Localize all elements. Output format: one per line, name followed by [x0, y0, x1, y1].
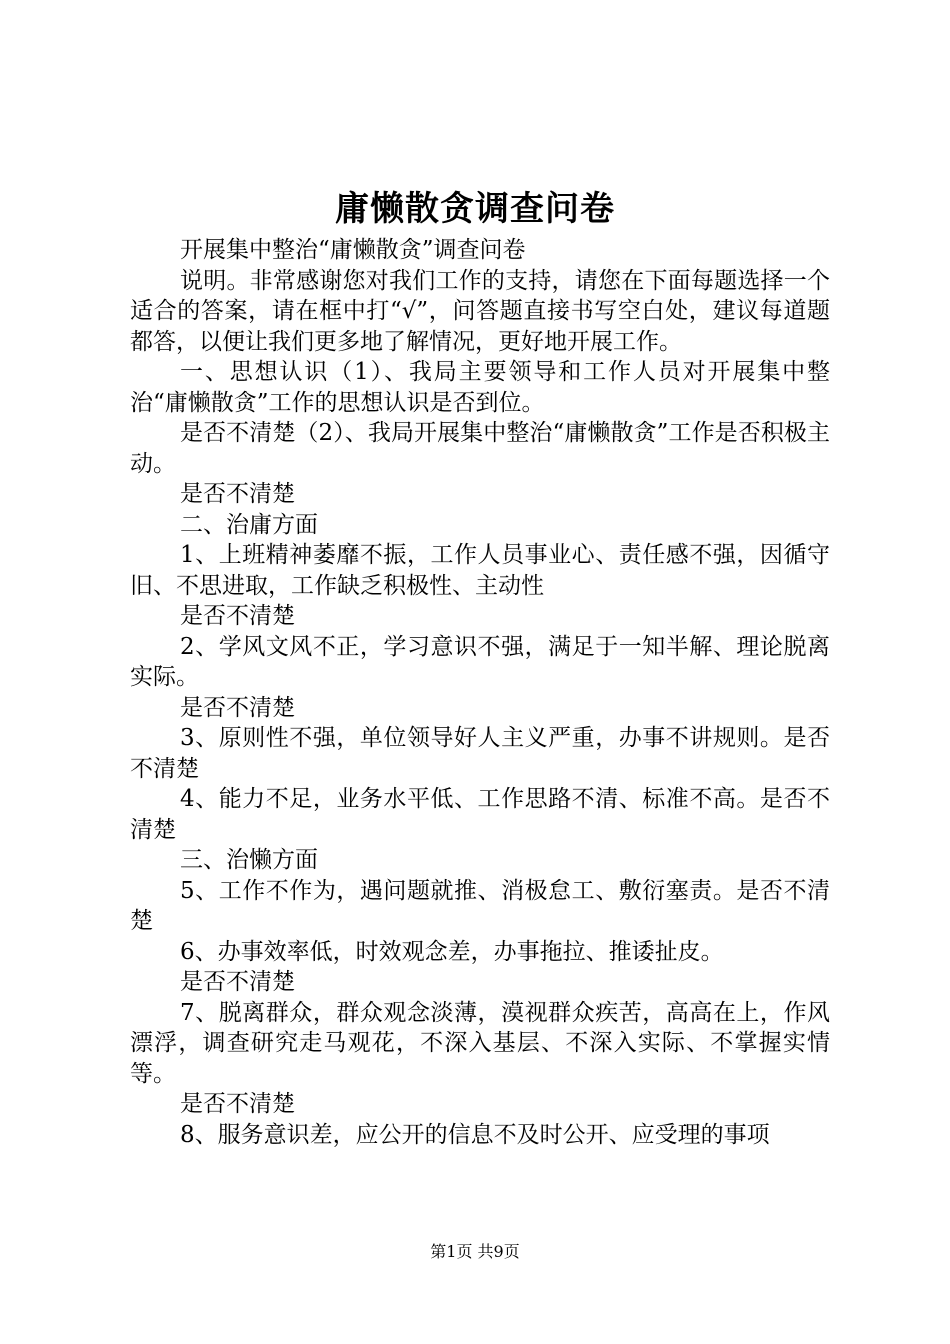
paragraph-answer-options: 是否不清楚	[180, 694, 295, 721]
page-footer: 第1页 共9页	[430, 1242, 520, 1261]
paragraph-section-2: 二、治庸方面	[180, 511, 318, 538]
paragraph-item-4: 4、能力不足，业务水平低、工作思路不清、标准不高。是否不清楚	[130, 786, 830, 843]
paragraph-instructions: 说明。非常感谢您对我们工作的支持，请您在下面每题选择一个适合的答案，请在框中打“√”，问答题直接书写空白处，建议每道题都答，以便让我们更多地了解情况，更好地开展工作。	[130, 267, 830, 355]
paragraph-question-2: 是否不清楚（2）、我局开展集中整治“庸懒散贪”工作是否积极主动。	[130, 420, 830, 477]
document-title: 庸懒散贪调查问卷	[335, 189, 615, 229]
paragraph-item-5: 5、工作不作为，遇问题就推、消极怠工、敷衍塞责。是否不清楚	[130, 877, 830, 934]
paragraph-item-2: 2、学风文风不正，学习意识不强，满足于一知半解、理论脱离实际。	[130, 633, 830, 690]
paragraph-subtitle: 开展集中整治“庸懒散贪”调查问卷	[180, 237, 526, 263]
paragraph-item-1: 1、上班精神萎靡不振，工作人员事业心、责任感不强，因循守旧、不思进取，工作缺乏积极性、主动性	[130, 542, 830, 599]
paragraph-item-3: 3、原则性不强，单位领导好人主义严重，办事不讲规则。是否不清楚	[130, 725, 830, 782]
paragraph-answer-options: 是否不清楚	[180, 481, 295, 507]
paragraph-section-3: 三、治懒方面	[180, 847, 318, 873]
paragraph-item-7: 7、脱离群众，群众观念淡薄，漠视群众疾苦，高高在上，作风漂浮，调查研究走马观花，不深入基层、不深入实际、不掌握实情等。	[130, 999, 830, 1087]
paragraph-item-8: 8、服务意识差，应公开的信息不及时公开、应受理的事项	[180, 1121, 770, 1148]
paragraph-answer-options: 是否不清楚	[180, 969, 295, 995]
paragraph-answer-options: 是否不清楚	[180, 1091, 295, 1117]
paragraph-item-6: 6、办事效率低，时效观念差，办事拖拉、推诿扯皮。	[180, 938, 724, 965]
document-body	[130, 235, 830, 1150]
paragraph-section-1: 一、思想认识（1）、我局主要领导和工作人员对开展集中整治“庸懒散贪”工作的思想认识是否到位。	[130, 359, 830, 416]
paragraph-answer-options: 是否不清楚	[180, 603, 295, 629]
